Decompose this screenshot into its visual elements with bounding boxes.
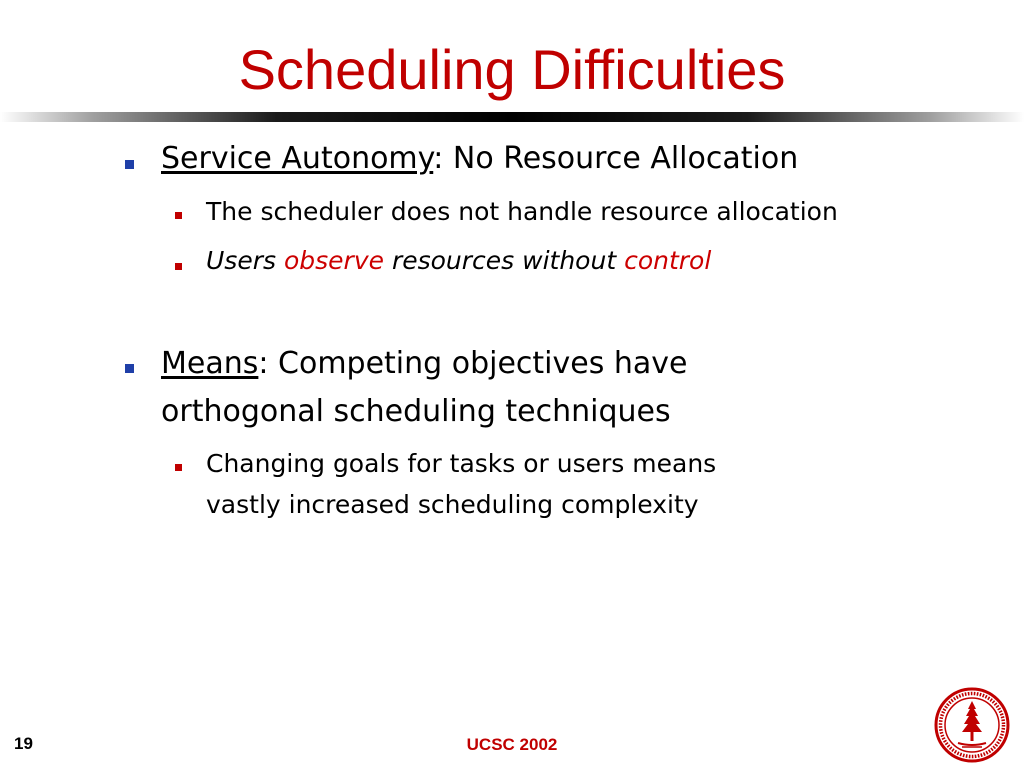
slide-title: Scheduling Difficulties — [238, 38, 786, 101]
bullet-marker — [125, 160, 134, 169]
footer-text: UCSC 2002 — [466, 735, 558, 754]
bullet-text-continuation: orthogonal scheduling techniques — [161, 394, 671, 429]
bullet-term: Service Autonomy — [161, 141, 434, 176]
sub-bullet-marker — [175, 212, 182, 219]
bullet-text: : No Resource Allocation — [433, 141, 799, 176]
sub-bullet-text-continuation: vastly increased scheduling complexity — [206, 490, 699, 519]
sub-bullet-text: The scheduler does not handle resource allocation — [206, 197, 838, 226]
sub-bullet-highlight-observe: observe — [283, 246, 384, 275]
bullet-term: Means — [161, 346, 259, 381]
sub-bullet-users-observe — [206, 243, 711, 278]
university-seal-icon — [934, 687, 1010, 763]
sub-bullet-marker — [175, 263, 182, 270]
page-number: 19 — [14, 734, 33, 753]
title-divider — [0, 112, 1024, 122]
sub-bullet-text: Changing goals for tasks or users means — [206, 449, 717, 478]
bullet-marker — [125, 364, 134, 373]
sub-bullet-highlight-control: control — [624, 246, 712, 275]
sub-bullet-part: Users — [206, 246, 284, 275]
sub-bullet-marker — [175, 464, 182, 471]
bullet-service-autonomy — [161, 138, 798, 180]
bullet-text: : Competing objectives have — [258, 346, 688, 381]
sub-bullet-part: resources without — [384, 246, 625, 275]
bullet-means — [161, 343, 688, 385]
